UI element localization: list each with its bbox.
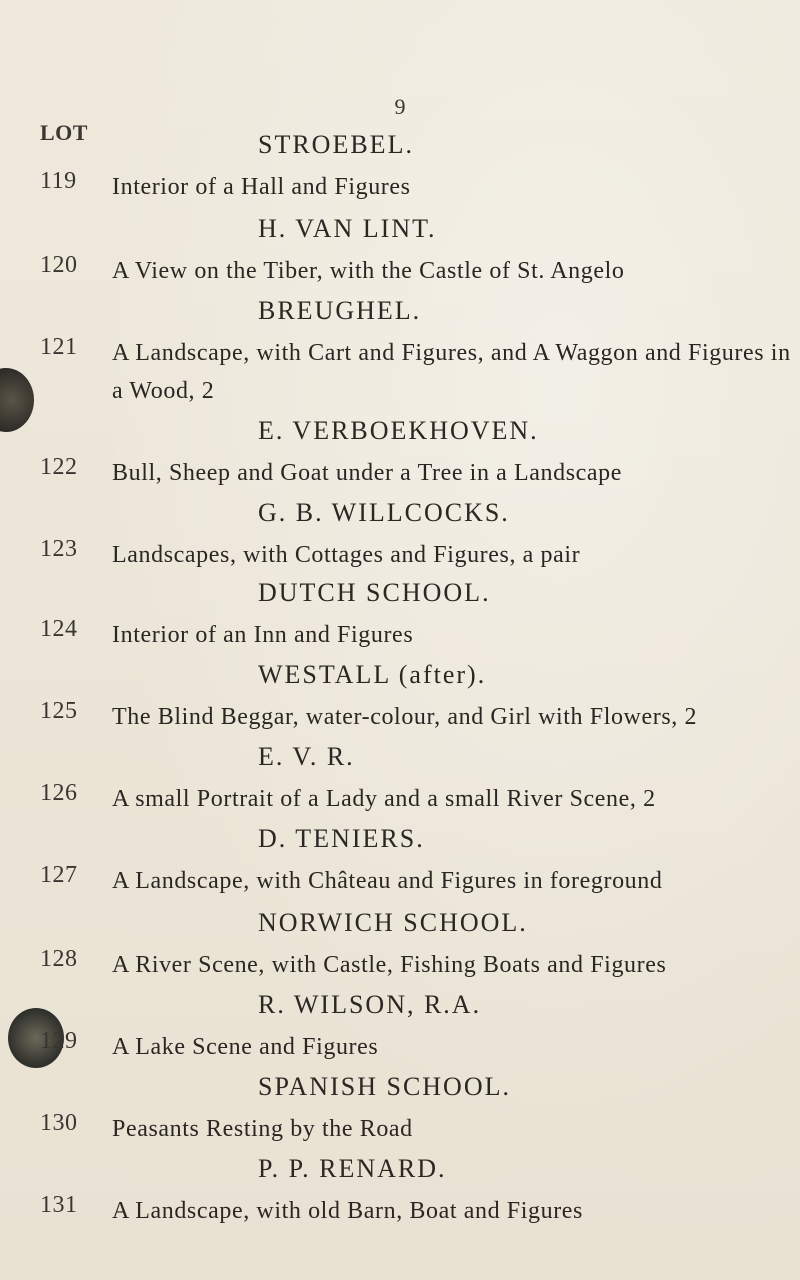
lot-title: A Lake Scene and Figures [112,1034,379,1060]
lot-artist: STROEBEL. [258,130,414,159]
lot-number: 124 [40,616,78,642]
lot-title: A View on the Tiber, with the Castle of St. Angelo [112,258,625,284]
lot-title: A Landscape, with Château and Figures in foreground [112,868,663,894]
lot-number: 123 [40,536,78,562]
lot-number: 119 [40,168,77,194]
lot-artist: R. WILSON, R.A. [258,990,482,1019]
lot-title: A small Portrait of a Lady and a small River Scene, 2 [112,786,656,812]
margin-binding-hole [0,368,34,432]
lot-number: 126 [40,780,78,806]
lot-column-heading: LOT [40,120,88,145]
lot-number: 131 [40,1192,78,1218]
lot-number: 120 [40,252,78,278]
lot-number: 128 [40,946,78,972]
lot-title: Bull, Sheep and Goat under a Tree in a Landscape [112,460,623,486]
lot-number: 122 [40,454,78,480]
page-number: 9 [394,94,406,119]
lot-number: 130 [40,1110,78,1136]
lot-artist: P. P. RENARD. [258,1154,447,1183]
lot-number: 121 [40,334,78,360]
lot-artist: SPANISH SCHOOL. [258,1072,511,1101]
lot-artist: BREUGHEL. [258,296,422,325]
lot-number: 125 [40,698,78,724]
lot-artist: WESTALL (after). [258,660,487,689]
lot-artist: DUTCH SCHOOL. [258,578,491,607]
lot-artist: NORWICH SCHOOL. [258,908,528,937]
lot-number: 129 [40,1028,78,1054]
lot-title: Landscapes, with Cottages and Figures, a pair [112,542,581,568]
lot-artist: E. VERBOEKHOVEN. [258,416,539,445]
lot-title: Peasants Resting by the Road [112,1116,413,1142]
lot-title: A River Scene, with Castle, Fishing Boats and Figures [112,952,667,978]
lot-title: A Landscape, with old Barn, Boat and Figures [112,1198,583,1224]
lot-artist: G. B. WILLCOCKS. [258,498,510,527]
lot-title: The Blind Beggar, water-colour, and Girl with Flowers, 2 [112,704,698,730]
lot-title: Interior of a Hall and Figures [112,174,411,200]
lot-title: Interior of an Inn and Figures [112,622,414,648]
lot-title: A Landscape, with Cart and Figures, and A Waggon and Figures in a Wood, 2 [112,340,791,404]
lot-artist: D. TENIERS. [258,824,425,853]
lot-number: 127 [40,862,78,888]
lot-artist: H. VAN LINT. [258,214,437,243]
lot-artist: E. V. R. [258,742,355,771]
